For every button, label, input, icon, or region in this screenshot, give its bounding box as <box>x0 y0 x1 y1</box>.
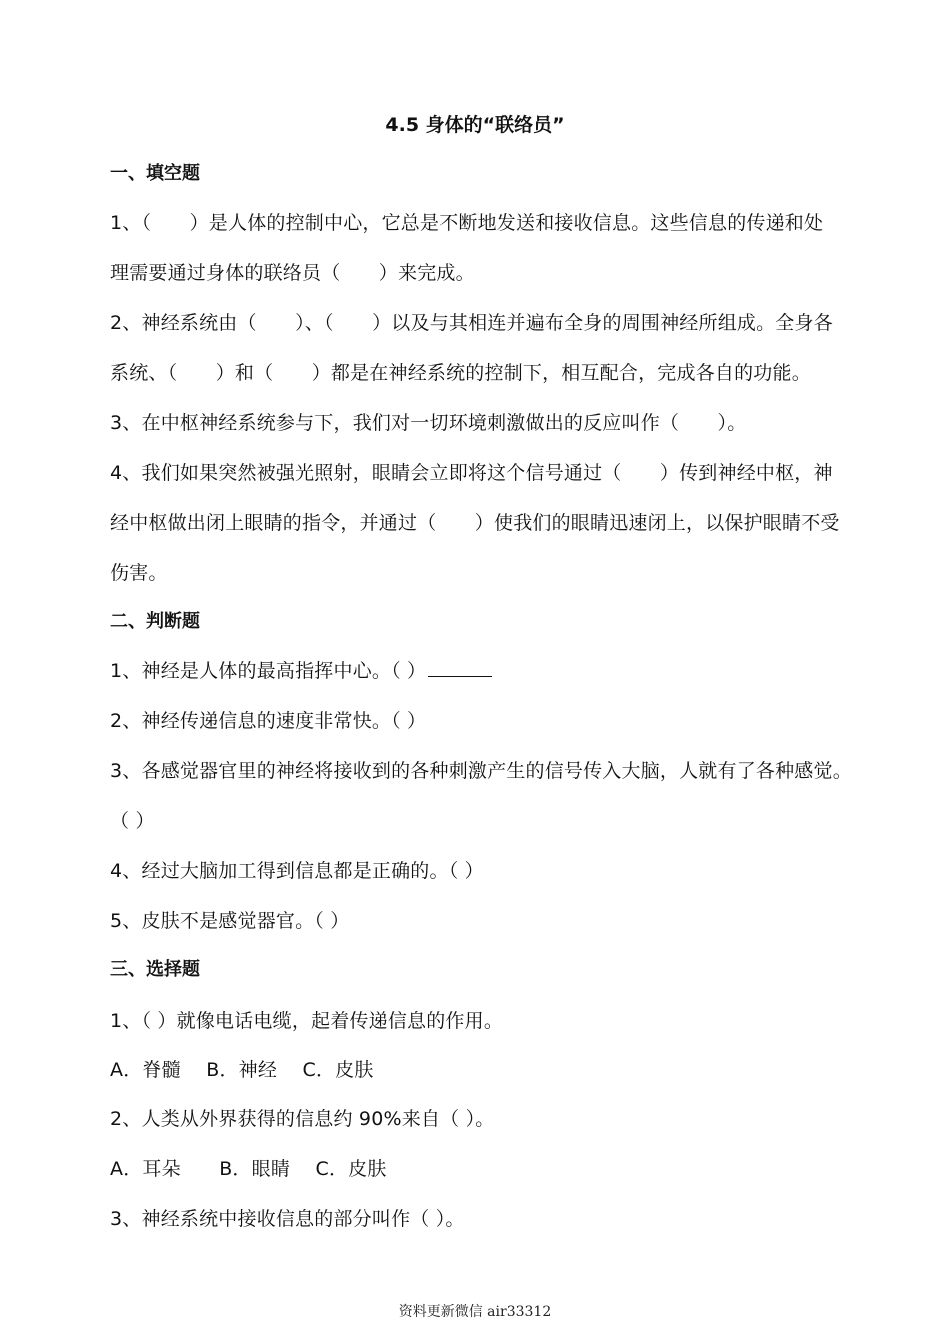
fill-q1-line1: 1、（ ）是人体的控制中心，它总是不断地发送和接收信息。这些信息的传递和处 <box>110 212 824 234</box>
section-heading-fill-in: 一、填空题 <box>110 163 200 184</box>
choice-q1-options: A．脊髓 B．神经 C．皮肤 <box>110 1059 374 1081</box>
page-footer: 资料更新微信 air33312 <box>398 1304 552 1320</box>
judge-q1-row <box>110 658 492 684</box>
fill-q4-line1: 4、我们如果突然被强光照射，眼睛会立即将这个信号通过（ ）传到神经中枢，神 <box>110 462 833 484</box>
choice-q1: 1、（ ）就像电话电缆，起着传递信息的作用。 <box>110 1010 504 1032</box>
choice-q3: 3、神经系统中接收信息的部分叫作（ ）。 <box>110 1208 465 1230</box>
fill-q4-line3: 伤害。 <box>110 562 168 584</box>
section-heading-true-false: 二、判断题 <box>110 611 200 632</box>
answer-blank-line <box>428 658 492 677</box>
choice-q2: 2、人类从外界获得的信息约 90%来自（ ）。 <box>110 1108 495 1130</box>
fill-q1-line2: 理需要通过身体的联络员（ ）来完成。 <box>110 262 475 284</box>
judge-q5: 5、皮肤不是感觉器官。（ ） <box>110 910 350 932</box>
judge-q1: 1、神经是人体的最高指挥中心。（ ） <box>110 660 427 682</box>
judge-q3-line1: 3、各感觉器官里的神经将接收到的各种刺激产生的信号传入大脑，人就有了各种感觉。 <box>110 760 852 782</box>
judge-q4: 4、经过大脑加工得到信息都是正确的。（ ） <box>110 860 484 882</box>
section-heading-multiple-choice: 三、选择题 <box>110 959 200 980</box>
fill-q3-line1: 3、在中枢神经系统参与下，我们对一切环境刺激做出的反应叫作（ ）。 <box>110 412 747 434</box>
judge-q3-line2: （ ） <box>110 810 155 832</box>
document-title: 4.5 身体的“联络员” <box>385 114 565 136</box>
fill-q4-line2: 经中枢做出闭上眼睛的指令，并通过（ ）使我们的眼睛迅速闭上，以保护眼睛不受 <box>110 512 840 534</box>
fill-q2-line1: 2、神经系统由（ ）、（ ）以及与其相连并遍布全身的周围神经所组成。全身各 <box>110 312 833 334</box>
choice-q2-options: A．耳朵 B．眼睛 C．皮肤 <box>110 1158 387 1180</box>
fill-q2-line2: 系统、（ ）和（ ）都是在神经系统的控制下，相互配合，完成各自的功能。 <box>110 362 811 384</box>
judge-q2: 2、神经传递信息的速度非常快。（ ） <box>110 710 427 732</box>
